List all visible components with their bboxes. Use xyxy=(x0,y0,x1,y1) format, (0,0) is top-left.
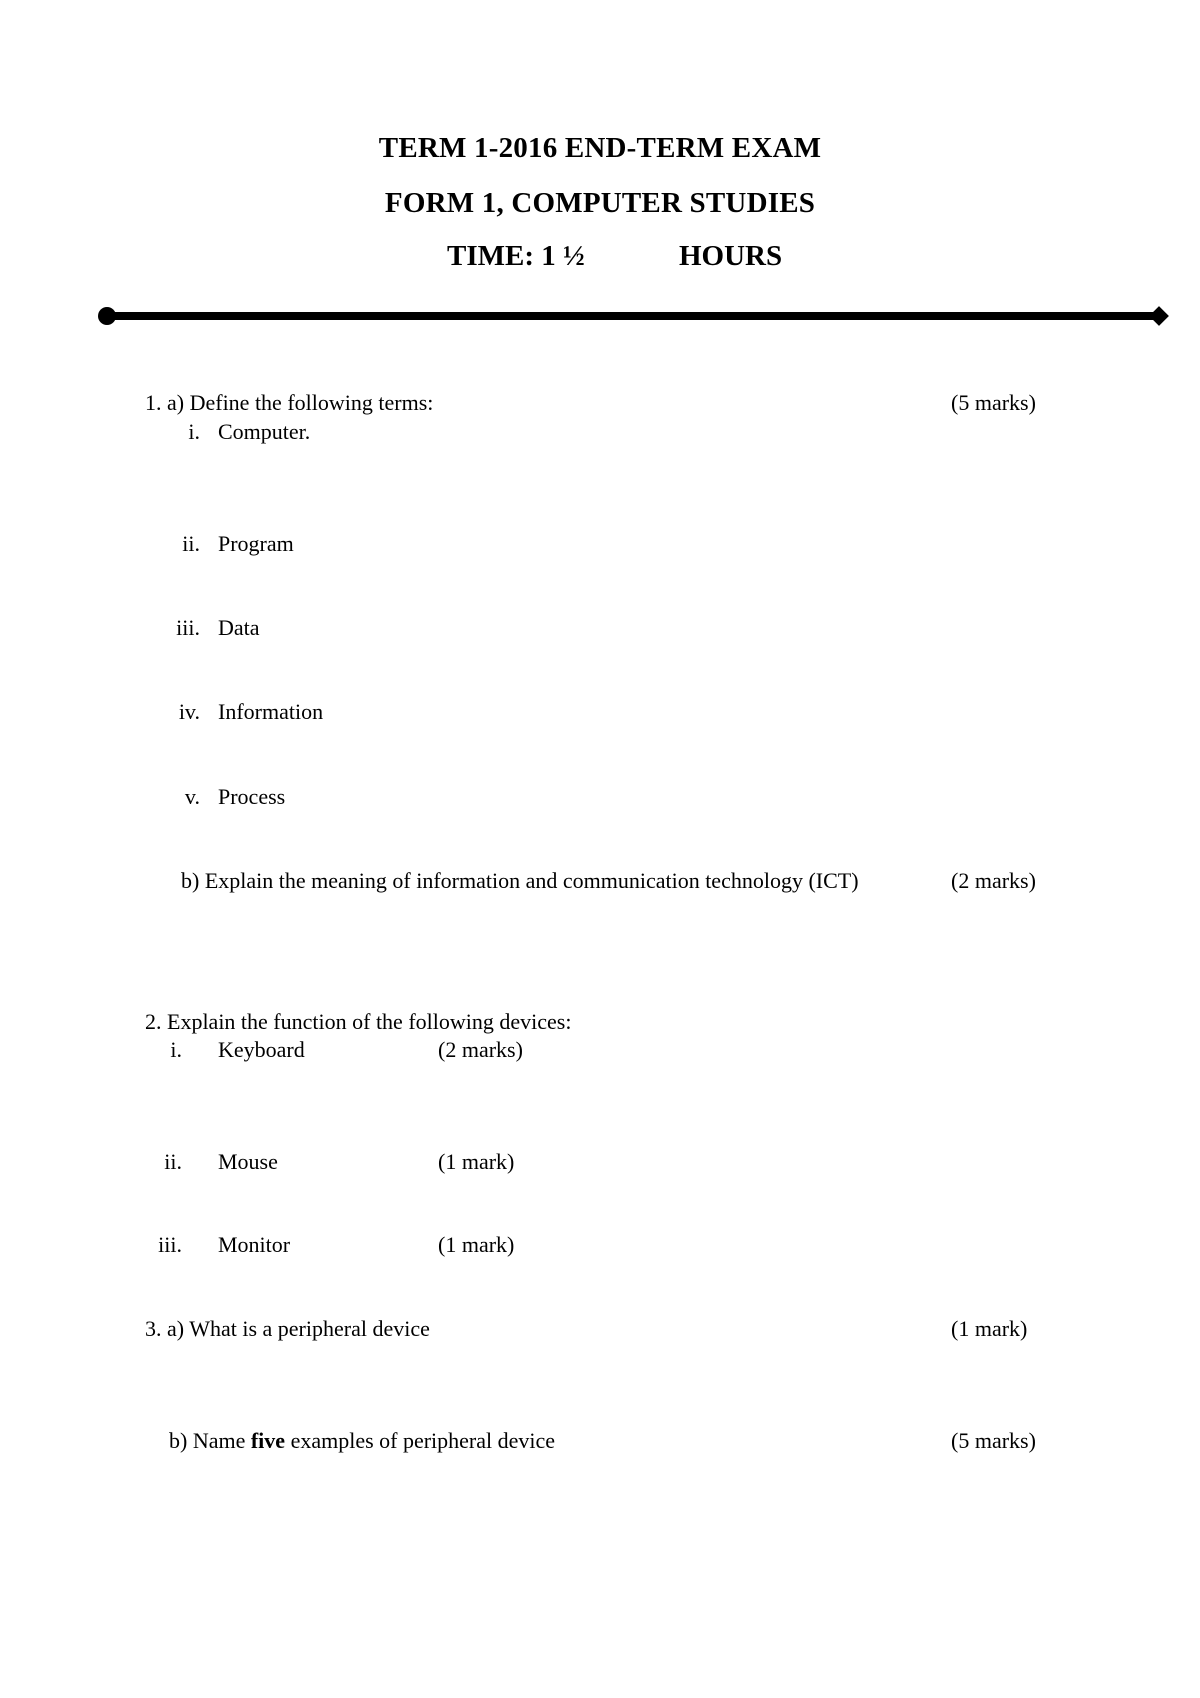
q2-label: 2. Explain the function of the following devices: xyxy=(145,1009,572,1034)
q2-item-text: Keyboard xyxy=(218,1037,305,1062)
q3b-prefix: b) Name xyxy=(169,1428,246,1453)
q1-item-num: i. xyxy=(188,419,200,444)
q3b-emphasis: five xyxy=(250,1428,286,1453)
q1-item-num: v. xyxy=(184,784,200,809)
q1-item-text: Information xyxy=(218,699,324,724)
q1-marks: (5 marks) xyxy=(951,390,1036,415)
q1-item-text: Data xyxy=(218,615,260,640)
q2-item-marks: (1 mark) xyxy=(438,1149,515,1174)
header-divider xyxy=(106,312,1164,320)
q2-item-marks: (1 mark) xyxy=(438,1232,515,1257)
q2-item-num: iii. xyxy=(158,1232,182,1257)
q2-item-text: Monitor xyxy=(218,1232,291,1257)
q3b-suffix: examples of peripheral device xyxy=(290,1428,556,1453)
exam-time xyxy=(447,240,783,273)
divider-dot-icon xyxy=(98,307,116,325)
q2-item-num: ii. xyxy=(164,1149,182,1174)
q1-item-text: Process xyxy=(218,784,286,809)
q3b-label xyxy=(169,1430,555,1452)
time-unit: HOURS xyxy=(679,240,783,272)
q3b-marks: (5 marks) xyxy=(951,1428,1036,1453)
q1b-marks: (2 marks) xyxy=(951,868,1036,893)
q3a-marks: (1 mark) xyxy=(951,1316,1028,1341)
exam-subtitle: FORM 1, COMPUTER STUDIES xyxy=(384,187,816,219)
q3a-label: 3. a) What is a peripheral device xyxy=(145,1316,430,1341)
q1-item-text: Program xyxy=(218,531,294,556)
q2-item-num: i. xyxy=(170,1037,182,1062)
q2-item-text: Mouse xyxy=(218,1149,278,1174)
q1-item-num: ii. xyxy=(182,531,200,556)
q1-item-num: iv. xyxy=(178,699,200,724)
q1-item-num: iii. xyxy=(176,615,200,640)
q1-label: 1. a) Define the following terms: xyxy=(145,390,434,415)
exam-title: TERM 1-2016 END-TERM EXAM xyxy=(378,132,822,164)
time-label: TIME: 1 ½ xyxy=(447,240,585,272)
q1-item-text: Computer. xyxy=(218,419,311,444)
q1b-label: b) Explain the meaning of information and communication technology (ICT) xyxy=(181,868,859,893)
q2-item-marks: (2 marks) xyxy=(438,1037,523,1062)
divider-diamond-icon xyxy=(1149,306,1169,326)
